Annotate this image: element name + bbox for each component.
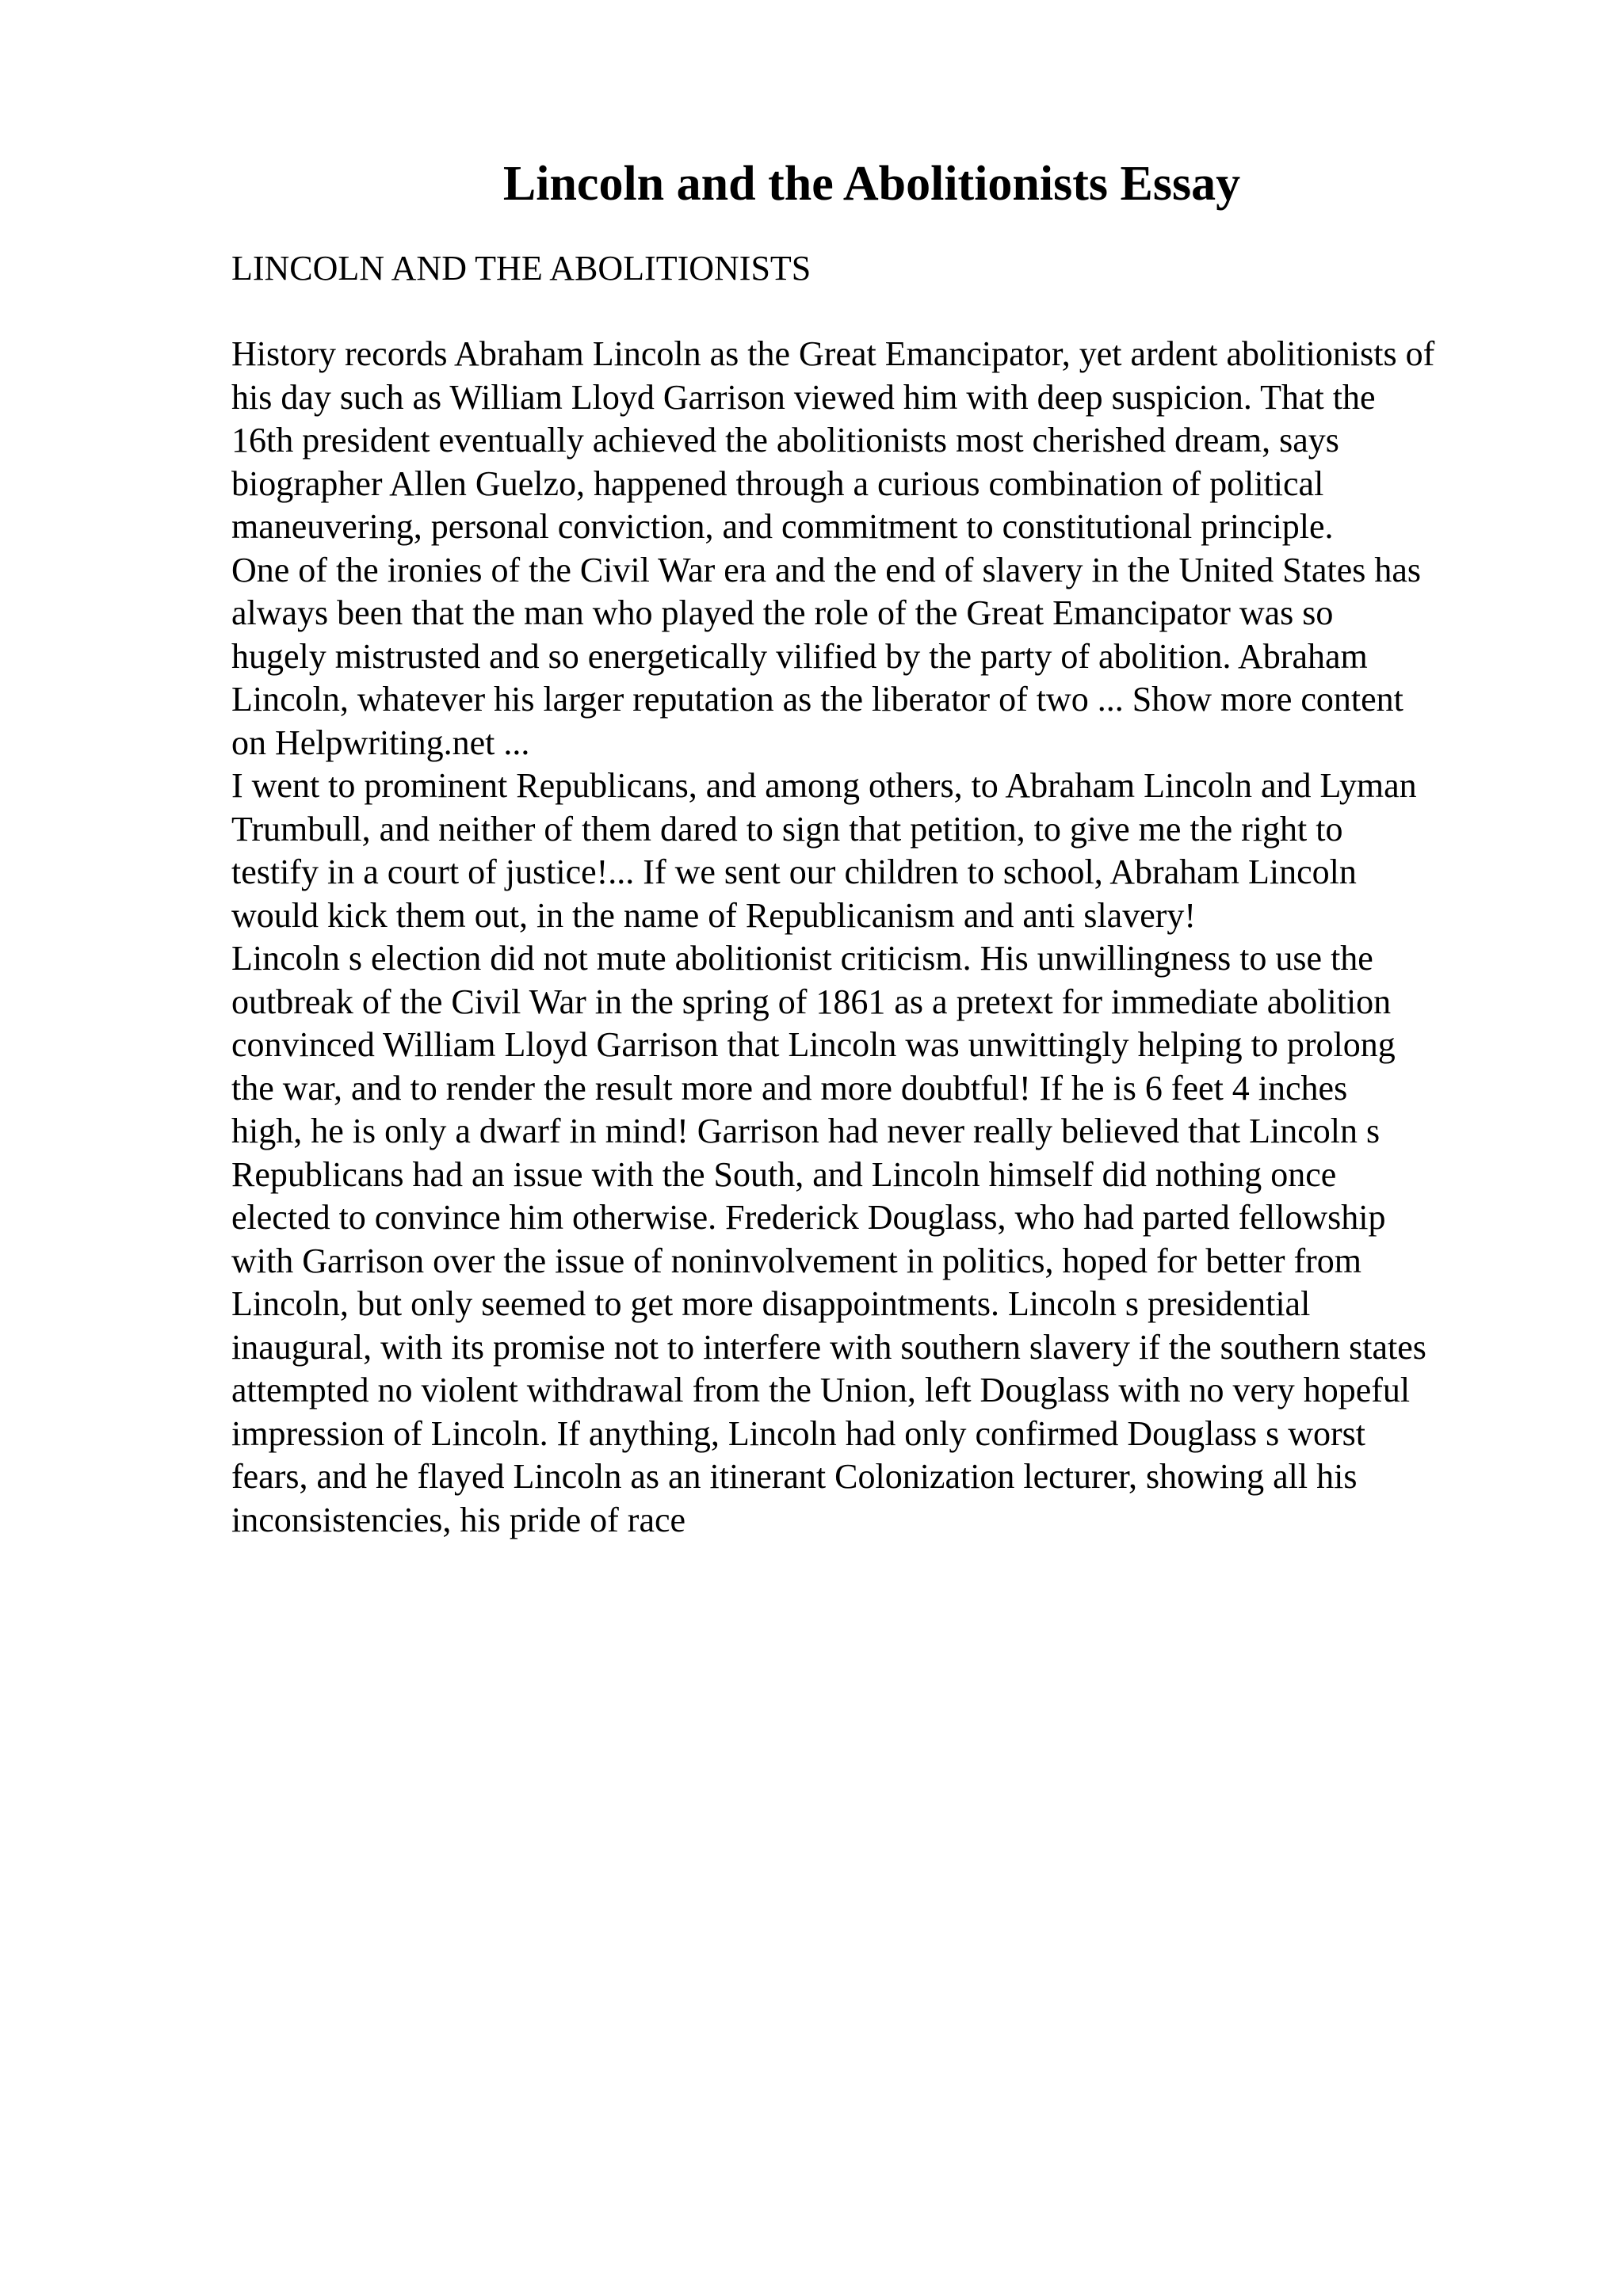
document-title: Lincoln and the Abolitionists Essay xyxy=(502,157,1241,211)
body-line: maneuvering, personal conviction, and commitment to constitutional principle. xyxy=(231,507,1334,546)
body-line: the war, and to render the result more and more doubtful! If he is 6 feet 4 inches xyxy=(231,1068,1348,1108)
body-line: biographer Allen Guelzo, happened through a curious combination of political xyxy=(231,463,1324,503)
body-line: hugely mistrusted and so energetically vilified by the party of abolition. Abraham xyxy=(231,636,1368,676)
body-line: Lincoln s election did not mute abolitionist criticism. His unwillingness to use the xyxy=(231,939,1373,978)
body-line: convinced William Lloyd Garrison that Lincoln was unwittingly helping to prolong xyxy=(231,1025,1396,1064)
body-line: History records Abraham Lincoln as the Great Emancipator, yet ardent abolitionists of xyxy=(231,334,1435,373)
body-line: testify in a court of justice!... If we sent our children to school, Abraham Lincoln xyxy=(231,852,1357,891)
body-line: high, he is only a dwarf in mind! Garrison had never really believed that Lincoln s xyxy=(231,1112,1381,1150)
body-line: Trumbull, and neither of them dared to sign that petition, to give me the right to xyxy=(231,809,1343,849)
body-line: Lincoln, whatever his larger reputation as the liberator of two ... Show more content xyxy=(231,680,1403,719)
body-line: his day such as William Lloyd Garrison viewed him with deep suspicion. That the xyxy=(231,377,1376,417)
body-line: inconsistencies, his pride of race xyxy=(231,1500,686,1539)
body-line: attempted no violent withdrawal from the Union, left Douglass with no very hopeful xyxy=(231,1371,1411,1409)
body-line: I went to prominent Republicans, and among others, to Abraham Lincoln and Lyman xyxy=(231,766,1417,805)
body-line: Republicans had an issue with the South, and Lincoln himself did nothing once xyxy=(231,1154,1337,1194)
body-line: fears, and he flayed Lincoln as an itinerant Colonization lecturer, showing all his xyxy=(231,1457,1358,1496)
body-line: with Garrison over the issue of noninvolvement in politics, hoped for better from xyxy=(231,1241,1362,1280)
body-line: always been that the man who played the role of the Great Emancipator was so xyxy=(231,593,1334,632)
document-subtitle: LINCOLN AND THE ABOLITIONISTS xyxy=(231,249,812,288)
body-line: Lincoln, but only seemed to get more disappointments. Lincoln s presidential xyxy=(231,1284,1311,1323)
document-body xyxy=(231,333,1539,1542)
body-line: outbreak of the Civil War in the spring of 1861 as a pretext for immediate abolition xyxy=(231,982,1392,1021)
body-line: would kick them out, in the name of Republicanism and anti slavery! xyxy=(231,895,1197,935)
body-line: impression of Lincoln. If anything, Lincoln had only confirmed Douglass s worst xyxy=(231,1413,1365,1453)
body-line: on Helpwriting.net ... xyxy=(231,723,530,762)
body-line: elected to convince him otherwise. Frederick Douglass, who had parted fellowship xyxy=(231,1198,1386,1237)
body-line: 16th president eventually achieved the abolitionists most cherished dream, says xyxy=(231,421,1339,460)
body-line: inaugural, with its promise not to interfere with southern slavery if the southern states xyxy=(231,1327,1426,1367)
body-line: One of the ironies of the Civil War era and the end of slavery in the United States has xyxy=(231,550,1422,589)
